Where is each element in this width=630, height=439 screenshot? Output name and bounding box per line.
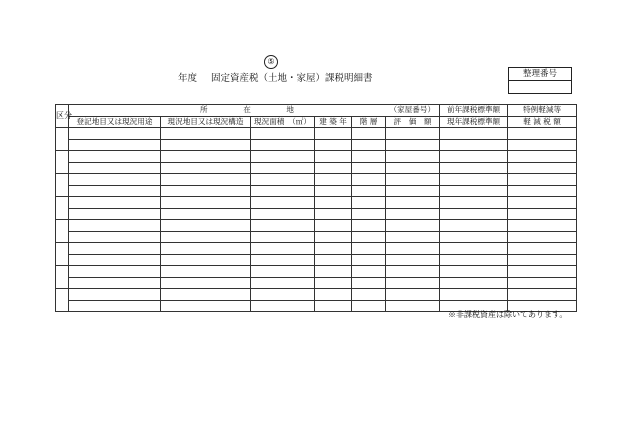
entry-cell[interactable] [352, 185, 386, 197]
entry-cell[interactable] [161, 162, 251, 174]
entry-cell[interactable] [352, 220, 386, 232]
kubun-cell[interactable] [56, 128, 69, 151]
shozai-header: 所 在 地 （家屋番号） [69, 105, 440, 117]
entry-cell[interactable] [508, 277, 577, 289]
entry-cell[interactable] [251, 151, 315, 163]
entry-cell[interactable] [251, 243, 315, 255]
entry-cell[interactable] [69, 185, 161, 197]
entry-cell[interactable] [69, 231, 161, 243]
header-row-2 [56, 116, 577, 128]
entry-cell[interactable] [440, 139, 508, 151]
entry-cell[interactable] [161, 243, 251, 255]
entry-row [56, 289, 577, 301]
entry-row [56, 266, 577, 278]
entry-cell[interactable] [69, 128, 161, 140]
seiri-box [508, 67, 572, 94]
genkyo-header: 現況地目又は現況構造 [161, 116, 251, 128]
entry-row [56, 174, 577, 186]
entry-cell[interactable] [508, 174, 577, 186]
entry-cell[interactable] [315, 197, 352, 209]
entry-cell[interactable] [69, 139, 161, 151]
title-year: 年度 [178, 73, 198, 84]
entry-cell[interactable] [352, 266, 386, 278]
entry-cell[interactable] [161, 266, 251, 278]
entry-cell[interactable] [508, 162, 577, 174]
entry-cell[interactable] [315, 185, 352, 197]
entry-cell[interactable] [251, 174, 315, 186]
entry-cell[interactable] [251, 220, 315, 232]
entry-cell[interactable] [386, 139, 440, 151]
entry-cell[interactable] [352, 277, 386, 289]
kubun-cell[interactable] [56, 174, 69, 197]
entry-cell[interactable] [315, 220, 352, 232]
entry-cell[interactable] [440, 185, 508, 197]
entry-cell[interactable] [251, 266, 315, 278]
entry-cell[interactable] [352, 231, 386, 243]
entry-cell[interactable] [69, 197, 161, 209]
entry-cell[interactable] [386, 162, 440, 174]
entry-cell[interactable] [315, 174, 352, 186]
entry-cell[interactable] [161, 139, 251, 151]
entry-cell[interactable] [386, 243, 440, 255]
entry-cell[interactable] [440, 220, 508, 232]
entry-row [56, 220, 577, 232]
entry-cell[interactable] [508, 243, 577, 255]
entry-row [56, 277, 577, 289]
entry-cell[interactable] [161, 300, 251, 312]
entry-cell[interactable] [386, 174, 440, 186]
entry-cell[interactable] [386, 185, 440, 197]
entry-row [56, 243, 577, 255]
entry-row [56, 185, 577, 197]
entry-row [56, 208, 577, 220]
genzai-header: 現年課税標準額 [440, 116, 508, 128]
entry-cell[interactable] [315, 162, 352, 174]
entry-cell[interactable] [386, 289, 440, 301]
entry-cell[interactable] [161, 174, 251, 186]
entry-cell[interactable] [386, 277, 440, 289]
zennen-header: 前年課税標準額 [440, 105, 508, 117]
entry-cell[interactable] [508, 128, 577, 140]
entry-cell[interactable] [69, 174, 161, 186]
circle-mark: ⑤ [264, 55, 278, 69]
kenchiku-header: 建 築 年 [315, 116, 352, 128]
entry-cell[interactable] [386, 151, 440, 163]
entry-cell[interactable] [386, 254, 440, 266]
entry-cell[interactable] [508, 220, 577, 232]
entry-cell[interactable] [508, 289, 577, 301]
entry-cell[interactable] [315, 277, 352, 289]
entry-cell[interactable] [440, 151, 508, 163]
entry-row [56, 231, 577, 243]
entry-cell[interactable] [251, 139, 315, 151]
entry-cell[interactable] [440, 266, 508, 278]
entry-cell[interactable] [161, 220, 251, 232]
entry-cell[interactable] [352, 197, 386, 209]
form-title [178, 70, 373, 84]
entry-cell[interactable] [440, 197, 508, 209]
entry-row [56, 254, 577, 266]
entry-cell[interactable] [386, 220, 440, 232]
kai-header: 階 層 [352, 116, 386, 128]
footnote: ※非課税資産は除いてあります。 [448, 310, 568, 319]
entry-cell[interactable] [352, 128, 386, 140]
entry-cell[interactable] [251, 162, 315, 174]
entry-cell[interactable] [161, 289, 251, 301]
entry-cell[interactable] [251, 197, 315, 209]
entry-cell[interactable] [315, 208, 352, 220]
entry-cell[interactable] [352, 208, 386, 220]
menseki-header: 現況面積 （㎡） [251, 116, 315, 128]
entry-cell[interactable] [440, 277, 508, 289]
entry-cell[interactable] [251, 300, 315, 312]
entry-cell[interactable] [315, 243, 352, 255]
keigen-header: 軽 減 税 額 [508, 116, 577, 128]
kubun-cell[interactable] [56, 243, 69, 266]
entry-cell[interactable] [508, 254, 577, 266]
entry-cell[interactable] [251, 231, 315, 243]
entry-row [56, 162, 577, 174]
entry-cell[interactable] [161, 128, 251, 140]
kubun-cell[interactable] [56, 151, 69, 174]
kubun-cell[interactable] [56, 266, 69, 289]
entry-cell[interactable] [251, 289, 315, 301]
entry-cell[interactable] [440, 162, 508, 174]
entry-cell[interactable] [251, 128, 315, 140]
entry-cell[interactable] [508, 185, 577, 197]
entry-cell[interactable] [352, 289, 386, 301]
entry-cell[interactable] [161, 151, 251, 163]
entry-cell[interactable] [69, 289, 161, 301]
kubun-cell[interactable] [56, 197, 69, 220]
kubun-cell[interactable] [56, 220, 69, 243]
entry-row [56, 139, 577, 151]
entry-cell[interactable] [161, 185, 251, 197]
seiri-value[interactable] [508, 81, 572, 94]
entry-cell[interactable] [440, 231, 508, 243]
entry-cell[interactable] [352, 174, 386, 186]
entry-cell[interactable] [69, 277, 161, 289]
entry-cell[interactable] [508, 208, 577, 220]
kubun-cell[interactable] [56, 289, 69, 312]
entry-cell[interactable] [352, 139, 386, 151]
entry-cell[interactable] [352, 243, 386, 255]
entry-cell[interactable] [69, 208, 161, 220]
entry-cell[interactable] [440, 254, 508, 266]
tax-detail-table [55, 104, 577, 312]
entry-cell[interactable] [508, 266, 577, 278]
entry-cell[interactable] [386, 208, 440, 220]
hyoka-header: 評 価 額 [386, 116, 440, 128]
entry-cell[interactable] [69, 162, 161, 174]
entry-cell[interactable] [440, 128, 508, 140]
seiri-label: 整理番号 [508, 67, 572, 81]
entry-cell[interactable] [508, 231, 577, 243]
entry-cell[interactable] [352, 151, 386, 163]
entry-cell[interactable] [440, 243, 508, 255]
entry-cell[interactable] [69, 266, 161, 278]
entry-cell[interactable] [161, 277, 251, 289]
entry-cell[interactable] [508, 139, 577, 151]
entry-cell[interactable] [315, 151, 352, 163]
entry-cell[interactable] [386, 266, 440, 278]
entry-cell[interactable] [386, 300, 440, 312]
entry-cell[interactable] [161, 254, 251, 266]
entry-cell[interactable] [315, 289, 352, 301]
entry-cell[interactable] [161, 208, 251, 220]
entry-cell[interactable] [440, 174, 508, 186]
entry-cell[interactable] [315, 254, 352, 266]
kubun-header: 区分 [56, 105, 69, 128]
entry-cell[interactable] [251, 277, 315, 289]
tokijimoku-header: 登記地目又は現況用途 [69, 116, 161, 128]
entry-cell[interactable] [161, 197, 251, 209]
entry-cell[interactable] [440, 289, 508, 301]
entry-cell[interactable] [508, 197, 577, 209]
entry-cell[interactable] [352, 162, 386, 174]
entry-cell[interactable] [161, 231, 251, 243]
title-text: 固定資産税（土地・家屋）課税明細書 [211, 73, 373, 84]
entry-cell[interactable] [69, 151, 161, 163]
entry-cell[interactable] [69, 220, 161, 232]
entry-cell[interactable] [251, 254, 315, 266]
entry-cell[interactable] [315, 231, 352, 243]
tokurei-header: 特例軽減等 [508, 105, 577, 117]
entry-row [56, 197, 577, 209]
entry-cell[interactable] [69, 300, 161, 312]
header-row-1 [56, 105, 577, 117]
entry-cell[interactable] [386, 197, 440, 209]
entry-cell[interactable] [440, 208, 508, 220]
entry-cell[interactable] [251, 185, 315, 197]
entry-cell[interactable] [315, 128, 352, 140]
entry-cell[interactable] [315, 139, 352, 151]
entry-cell[interactable] [352, 254, 386, 266]
entry-cell[interactable] [315, 300, 352, 312]
entry-cell[interactable] [386, 231, 440, 243]
entry-cell[interactable] [69, 254, 161, 266]
entry-cell[interactable] [508, 151, 577, 163]
entry-cell[interactable] [386, 128, 440, 140]
entry-cell[interactable] [69, 243, 161, 255]
entry-cell[interactable] [315, 266, 352, 278]
entry-row [56, 128, 577, 140]
entry-cell[interactable] [251, 208, 315, 220]
entry-cell[interactable] [352, 300, 386, 312]
entry-row [56, 151, 577, 163]
